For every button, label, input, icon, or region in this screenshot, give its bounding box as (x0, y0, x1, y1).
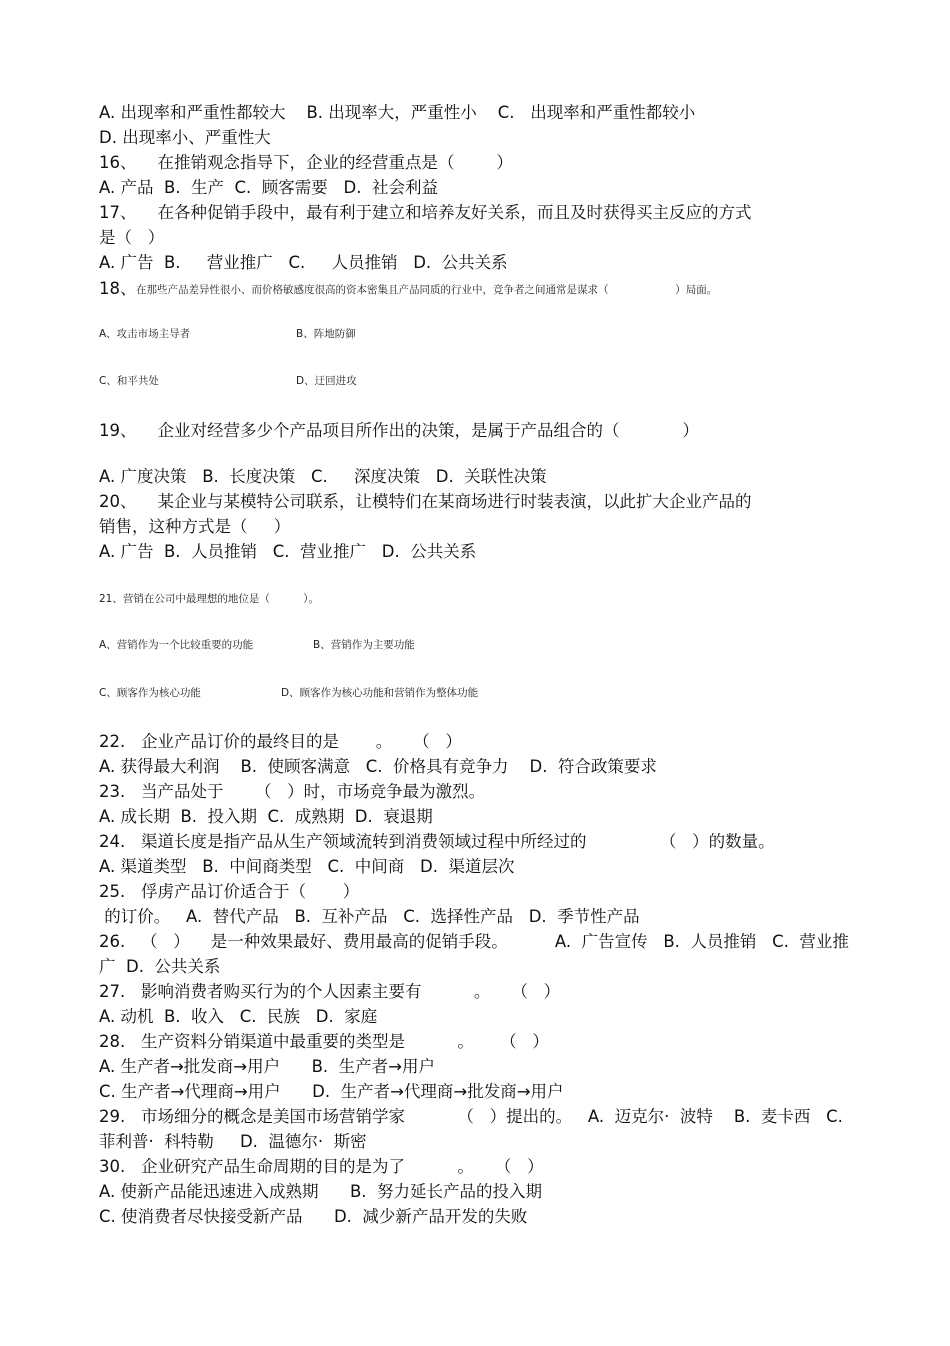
q24-stem: 24. 渠道长度是指产品从生产领域流转到消费领域过程中所经过的 （ ）的数量。 (99, 832, 775, 851)
q21-option-a: A、营销作为一个比较重要的功能 (99, 639, 254, 651)
q18-option-a: A、攻击市场主导者 (99, 328, 191, 340)
q19-stem: 19、 企业对经营多少个产品项目所作出的决策，是属于产品组合的（ ） (99, 421, 699, 440)
q26-stem-line-2: 广 D. 公共关系 (99, 957, 221, 976)
q18-stem: 在那些产品差异性很小、而价格敏感度很高的资本密集且产品同质的行业中，竞争者之间通常是谋求（ ）局面。 (136, 284, 718, 296)
q20-options: A. 广告 B. 人员推销 C. 营业推广 D. 公共关系 (99, 542, 477, 561)
q25-stem: 25. 俘虏产品订价适合于（ ） (99, 882, 360, 901)
q21-stem: 21、营销在公司中最理想的地位是（ ）。 (99, 593, 319, 605)
q28-options-line-1: A. 生产者→批发商→用户 B. 生产者→用户 (99, 1057, 435, 1076)
q17-stem-line-1: 17、 在各种促销手段中，最有利于建立和培养友好关系，而且及时获得买主反应的方式 (99, 203, 752, 222)
q18-option-d: D、迂回进攻 (296, 375, 357, 387)
q23-options: A. 成长期 B. 投入期 C. 成熟期 D. 衰退期 (99, 807, 433, 826)
q28-options-line-2: C. 生产者→代理商→用户 D. 生产者→代理商→批发商→用户 (99, 1082, 564, 1101)
q17-options: A. 广告 B. 营业推广 C. 人员推销 D. 公共关系 (99, 253, 508, 272)
q29-stem-line-2: 菲利普· 科特勒 D. 温德尔· 斯密 (99, 1132, 367, 1151)
q16-stem: 16、 在推销观念指导下，企业的经营重点是（ ） (99, 153, 513, 172)
q19-options: A. 广度决策 B. 长度决策 C. 深度决策 D. 关联性决策 (99, 467, 547, 486)
q28-stem: 28. 生产资料分销渠道中最重要的类型是 。 （ ） (99, 1032, 549, 1051)
q30-options-line-1: A. 使新产品能迅速进入成熟期 B. 努力延长产品的投入期 (99, 1182, 543, 1201)
q18-number: 18、 (99, 279, 137, 298)
q20-stem-line-2: 销售，这种方式是（ ） (99, 517, 291, 536)
q27-stem: 27. 影响消费者购买行为的个人因素主要有 。 （ ） (99, 982, 561, 1001)
q15-options-line-2: D. 出现率小、严重性大 (99, 128, 271, 147)
q25-options: 的订价。 A. 替代产品 B. 互补产品 C. 选择性产品 D. 季节性产品 (99, 907, 640, 926)
q18-option-b: B、阵地防御 (296, 328, 356, 340)
q17-stem-line-2: 是（ ） (99, 228, 165, 247)
q26-stem-line-1: 26. （ ） 是一种效果最好、费用最高的促销手段。 A. 广告宣传 B. 人员推销 C. 营业推 (99, 932, 849, 951)
q24-options: A. 渠道类型 B. 中间商类型 C. 中间商 D. 渠道层次 (99, 857, 515, 876)
q20-stem-line-1: 20、 某企业与某模特公司联系，让模特们在某商场进行时装表演，以此扩大企业产品的 (99, 492, 752, 511)
q21-option-b: B、营销作为主要功能 (313, 639, 415, 651)
q30-options-line-2: C. 使消费者尽快接受新产品 D. 减少新产品开发的失败 (99, 1207, 528, 1226)
q27-options: A. 动机 B. 收入 C. 民族 D. 家庭 (99, 1007, 378, 1026)
q21-option-c: C、顾客作为核心功能 (99, 687, 201, 699)
q22-options: A. 获得最大利润 B. 使顾客满意 C. 价格具有竞争力 D. 符合政策要求 (99, 757, 657, 776)
q30-stem: 30. 企业研究产品生命周期的目的是为了 。 （ ） (99, 1157, 544, 1176)
q15-options-line-1: A. 出现率和严重性都较大 B. 出现率大，严重性小 C. 出现率和严重性都较小 (99, 103, 696, 122)
q22-stem: 22. 企业产品订价的最终目的是 。 （ ） (99, 732, 462, 751)
q21-option-d: D、顾客作为核心功能和营销作为整体功能 (281, 687, 479, 699)
q16-options: A. 产品 B. 生产 C. 顾客需要 D. 社会利益 (99, 178, 438, 197)
q23-stem: 23. 当产品处于 （ ）时，市场竞争最为激烈。 (99, 782, 486, 801)
q18-option-c: C、和平共处 (99, 375, 159, 387)
q29-stem-line-1: 29. 市场细分的概念是美国市场营销学家 （ ）提出的。 A. 迈克尔· 波特 B. 麦卡西 C. (99, 1107, 843, 1126)
